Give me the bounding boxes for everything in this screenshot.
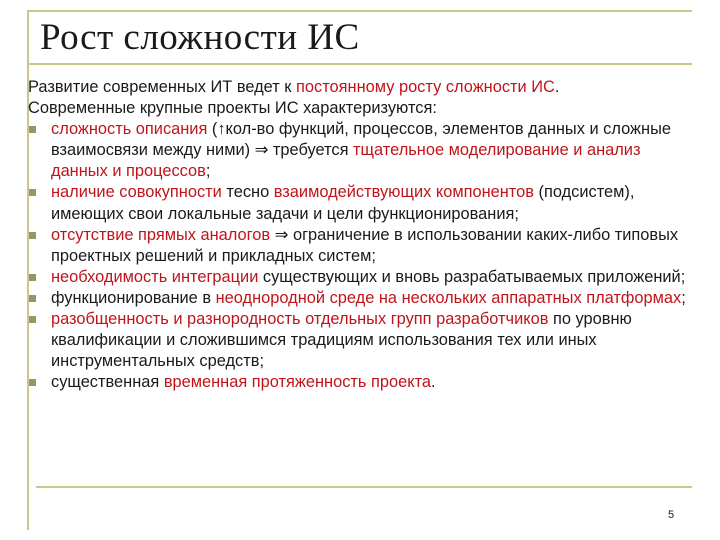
- bullet-item: [27, 309, 692, 372]
- intro-text: Современные крупные проекты ИС характеризуются:: [28, 99, 437, 118]
- bullet-item: [27, 267, 692, 288]
- bullet-text: ;: [681, 288, 686, 307]
- bullet-text: .: [431, 373, 436, 392]
- bullet-text: (↑кол-во функций, процессов, элементов данных и сложные взаимосвязи между ними) ⇒ требуется: [51, 120, 671, 160]
- page-number: 5: [668, 509, 675, 521]
- bullet-item: [27, 288, 692, 309]
- square-bullet-icon: [29, 295, 36, 302]
- bullet-text: по уровню квалификации и сложившимся традициям использования тех или иных инструментальных средств;: [51, 310, 632, 371]
- bullet-text: существенная: [51, 373, 164, 392]
- bullet-highlight: тщательное моделирование и анализ данных и процессов: [51, 141, 641, 181]
- bullet-text: тесно: [221, 183, 274, 202]
- square-bullet-icon: [29, 126, 36, 133]
- bullet-highlight: неоднородной среде на нескольких аппаратных платформах: [215, 288, 682, 307]
- bullet-highlight: необходимость интеграции: [51, 267, 259, 286]
- bullet-text: функционирование в: [51, 288, 216, 307]
- bullet-item: [27, 119, 692, 182]
- bullet-highlight: разобщенность и разнородность отдельных групп разработчиков: [51, 310, 549, 329]
- intro-text: .: [554, 78, 560, 96]
- square-bullet-icon: [29, 189, 36, 196]
- bullet-text: существующих и вновь разрабатываемых приложений;: [258, 267, 686, 286]
- bullet-item: [27, 182, 692, 224]
- bullet-text: (подсистем), имеющих свои локальные задачи и цели функционирования;: [51, 183, 635, 223]
- intro-text: Развитие современных ИТ ведет к: [28, 78, 297, 96]
- bullet-list: [27, 119, 692, 393]
- intro-highlight: постоянному росту сложности ИС: [296, 78, 555, 96]
- bullet-highlight: отсутствие прямых аналогов: [51, 225, 271, 244]
- square-bullet-icon: [29, 316, 36, 323]
- intro-paragraph: [27, 77, 692, 119]
- bullet-highlight: взаимодействующих компонентов: [273, 183, 534, 202]
- square-bullet-icon: [29, 232, 36, 239]
- bullet-highlight: временная протяженность проекта: [163, 373, 432, 392]
- bullet-highlight: сложность описания: [51, 120, 208, 139]
- square-bullet-icon: [29, 379, 36, 386]
- bullet-text: ;: [205, 162, 211, 181]
- bullet-text: ⇒ ограничение в использовании каких-либо типовых проектных решений и прикладных систем;: [51, 225, 679, 265]
- footer-rule: [36, 486, 692, 488]
- bullet-item: [27, 225, 692, 267]
- slide-title: Рост сложности ИС: [40, 17, 360, 58]
- square-bullet-icon: [29, 274, 36, 281]
- bullet-highlight: наличие совокупности: [51, 183, 222, 202]
- bullet-item: [27, 372, 692, 393]
- slide-body: [27, 77, 692, 393]
